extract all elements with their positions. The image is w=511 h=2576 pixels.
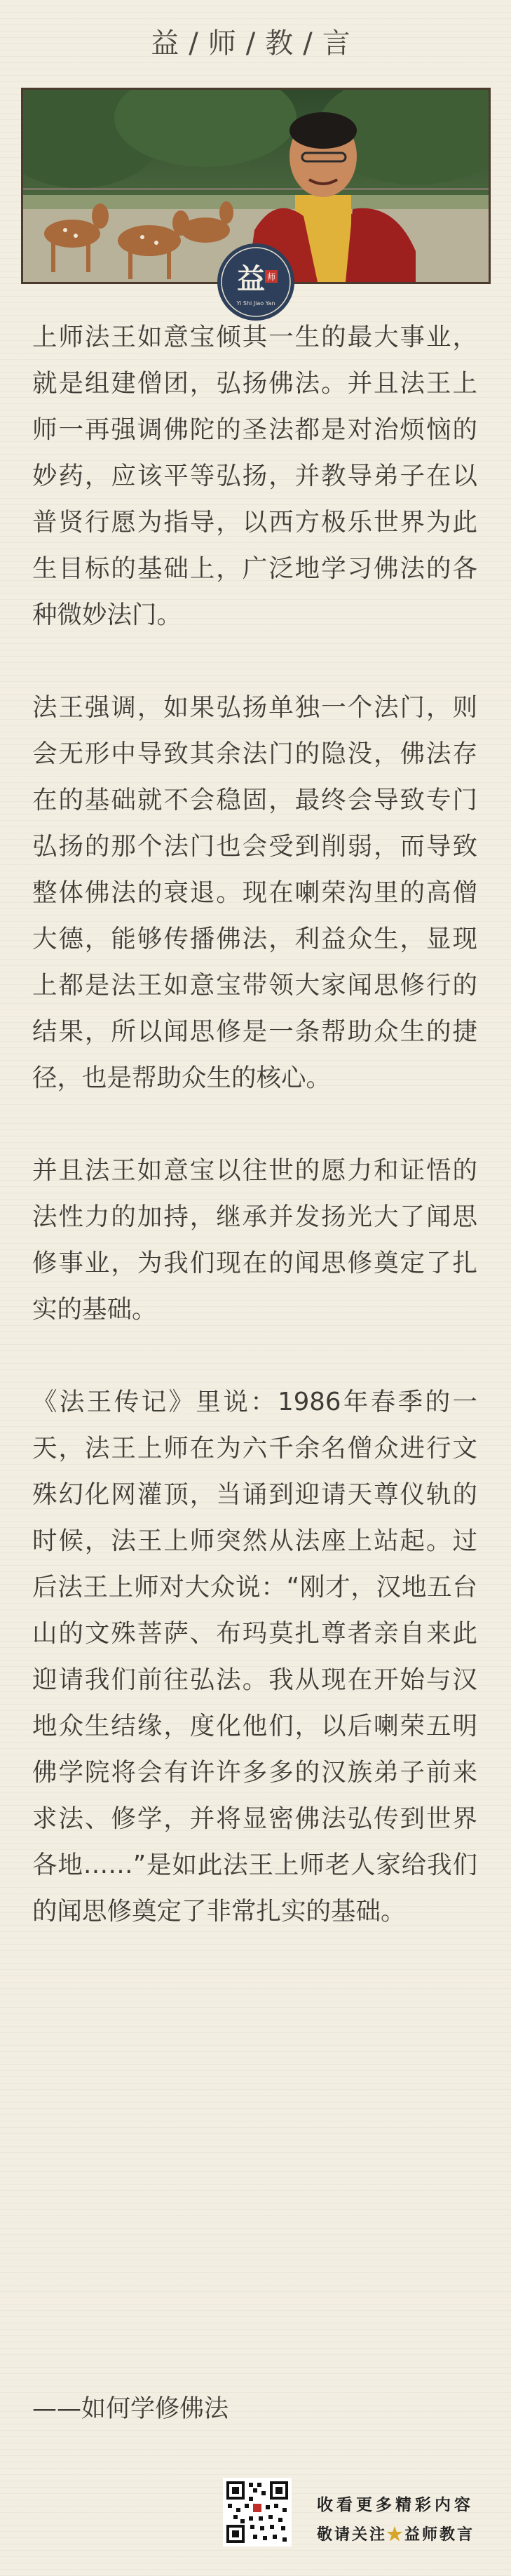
footer-follow-suffix: 益师教言 <box>404 2525 475 2544</box>
seal-small-character: 师 <box>266 272 276 282</box>
footer-follow-prefix: 敬请关注 <box>317 2525 388 2544</box>
paragraph-3: 并且法王如意宝以往世的愿力和证悟的法性力的加持，继承并发扬光大了闻思修事业，为我们现在的闻思修奠定了扎实的基础。 <box>32 1156 477 1324</box>
page-title: 益/师/教/言 <box>151 27 360 60</box>
article-body <box>32 314 477 1935</box>
seal-character: 益 <box>237 262 265 295</box>
qr-code-icon <box>225 2480 289 2544</box>
footer-prompt: 收看更多精彩内容 <box>317 2495 474 2514</box>
footer-follow <box>317 2523 475 2544</box>
brand-seal <box>216 242 296 322</box>
seal-caption: Yi Shi Jiao Yan <box>236 300 275 307</box>
paragraph-1: 上师法王如意宝倾其一生的最大事业，就是组建僧团，弘扬佛法。并且法王上师一再强调佛陀的圣法都是对治烦恼的妙药，应该平等弘扬，并教导弟子在以普贤行愿为指导，以西方极乐世界为此生目标的基础上，广泛地学习佛法的各种微妙法门。 <box>32 323 477 629</box>
qr-code[interactable] <box>223 2478 292 2547</box>
seal-icon <box>216 242 296 322</box>
star-icon: ★ <box>387 2525 405 2544</box>
paragraph-4: 《法王传记》里说：1986年春季的一天，法王上师在为六千余名僧众进行文殊幻化网灌顶，当诵到迎请天尊仪轨的时候，法王上师突然从法座上站起。过后法王上师对大众说：“刚才，汉地五台山的文殊菩萨、布玛莫扎尊者亲自来此迎请我们前往弘法。我从现在开始与汉地众生结缘，度化他们，以后喇荣五明佛学院将会有许许多多的汉族弟子前来求法、修学，并将显密佛法弘传到世界各地……”是如此法王上师老人家给我们的闻思修奠定了非常扎实的基础。 <box>32 1388 477 1926</box>
article-signoff: ——如何学修佛法 <box>32 2395 229 2423</box>
paragraph-2: 法王强调，如果弘扬单独一个法门，则会无形中导致其余法门的隐没，佛法存在的基础就不会稳固，最终会导致专门弘扬的那个法门也会受到削弱，而导致整体佛法的衰退。现在喇荣沟里的高僧大德，能够传播佛法，利益众生，显现上都是法王如意宝带领大家闻思修行的结果，所以闻思修是一条帮助众生的捷径，也是帮助众生的核心。 <box>32 693 477 1092</box>
